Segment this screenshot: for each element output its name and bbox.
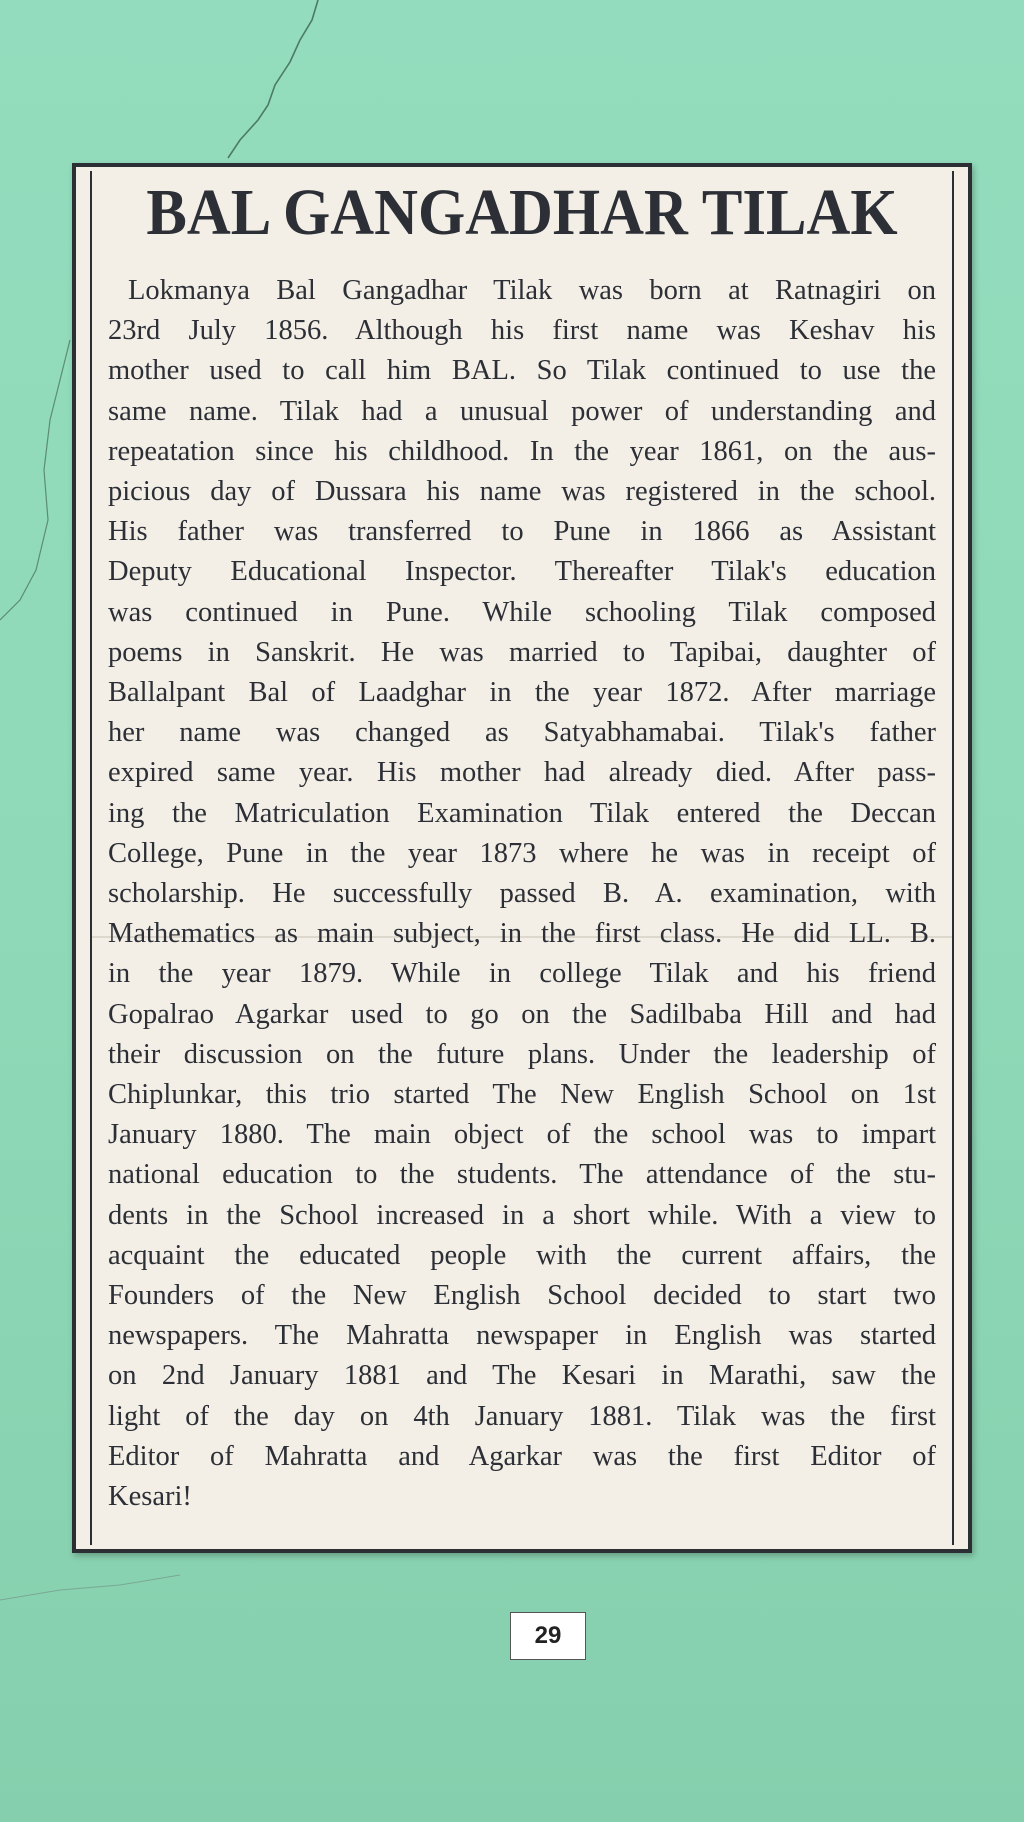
page-number-tag: 29 [510,1612,586,1660]
body-line: was continued in Pune. While schooling Tilak composed [108,596,936,628]
body-line: light of the day on 4th January 1881. Tilak was the first [108,1400,936,1432]
body-line: Chiplunkar, this trio started The New English School on 1st [108,1079,936,1111]
body-line: dents in the School increased in a short while. With a view to [108,1199,936,1231]
body-line: ing the Matriculation Examination Tilak entered the Deccan [108,797,936,829]
body-line: Kesari! [108,1481,192,1513]
body-line: poems in Sanskrit. He was married to Tapibai, daughter of [108,636,936,668]
body-line: national education to the students. The attendance of the stu- [108,1159,936,1191]
body-line: Editor of Mahratta and Agarkar was the first Editor of [108,1440,936,1472]
body-line: newspapers. The Mahratta newspaper in English was started [108,1320,936,1352]
body-line: in the year 1879. While in college Tilak and his friend [108,958,936,990]
body-line: Founders of the New English School decided to start two [108,1280,936,1312]
info-panel [72,163,972,1553]
body-line: Deputy Educational Inspector. Thereafter Tilak's education [108,556,936,588]
body-line: on 2nd January 1881 and The Kesari in Marathi, saw the [108,1360,936,1392]
body-line: repeatation since his childhood. In the year 1861, on the aus- [108,435,936,467]
body-line: Gopalrao Agarkar used to go on the Sadilbaba Hill and had [108,998,936,1030]
body-line: expired same year. His mother had already died. After pass- [108,757,936,789]
body-line: their discussion on the future plans. Under the leadership of [108,1038,936,1070]
body-line: same name. Tilak had a unusual power of understanding and [108,395,936,427]
body-line: Ballalpant Bal of Laadghar in the year 1872. After marriage [108,677,936,709]
body-line: acquaint the educated people with the current affairs, the [108,1239,936,1271]
panel-body-text [108,271,936,1517]
panel-inner-frame [90,171,954,1545]
body-line: picious day of Dussara his name was registered in the school. [108,476,936,508]
body-line: Mathematics as main subject, in the first class. He did LL. B. [108,918,936,950]
panel-title: BAL GANGADHAR TILAK [146,176,898,249]
body-line: Lokmanya Bal Gangadhar Tilak was born at Ratnagiri on [128,275,936,306]
body-line: College, Pune in the year 1873 where he was in receipt of [108,837,936,869]
body-line: her name was changed as Satyabhamabai. Tilak's father [108,717,936,749]
body-line: His father was transferred to Pune in 1866 as Assistant [108,516,936,548]
body-line: scholarship. He successfully passed B. A. examination, with [108,878,936,910]
body-line: mother used to call him BAL. So Tilak continued to use the [108,355,936,387]
body-line: January 1880. The main object of the school was to impart [108,1119,936,1151]
body-line: 23rd July 1856. Although his first name was Keshav his [108,315,936,347]
